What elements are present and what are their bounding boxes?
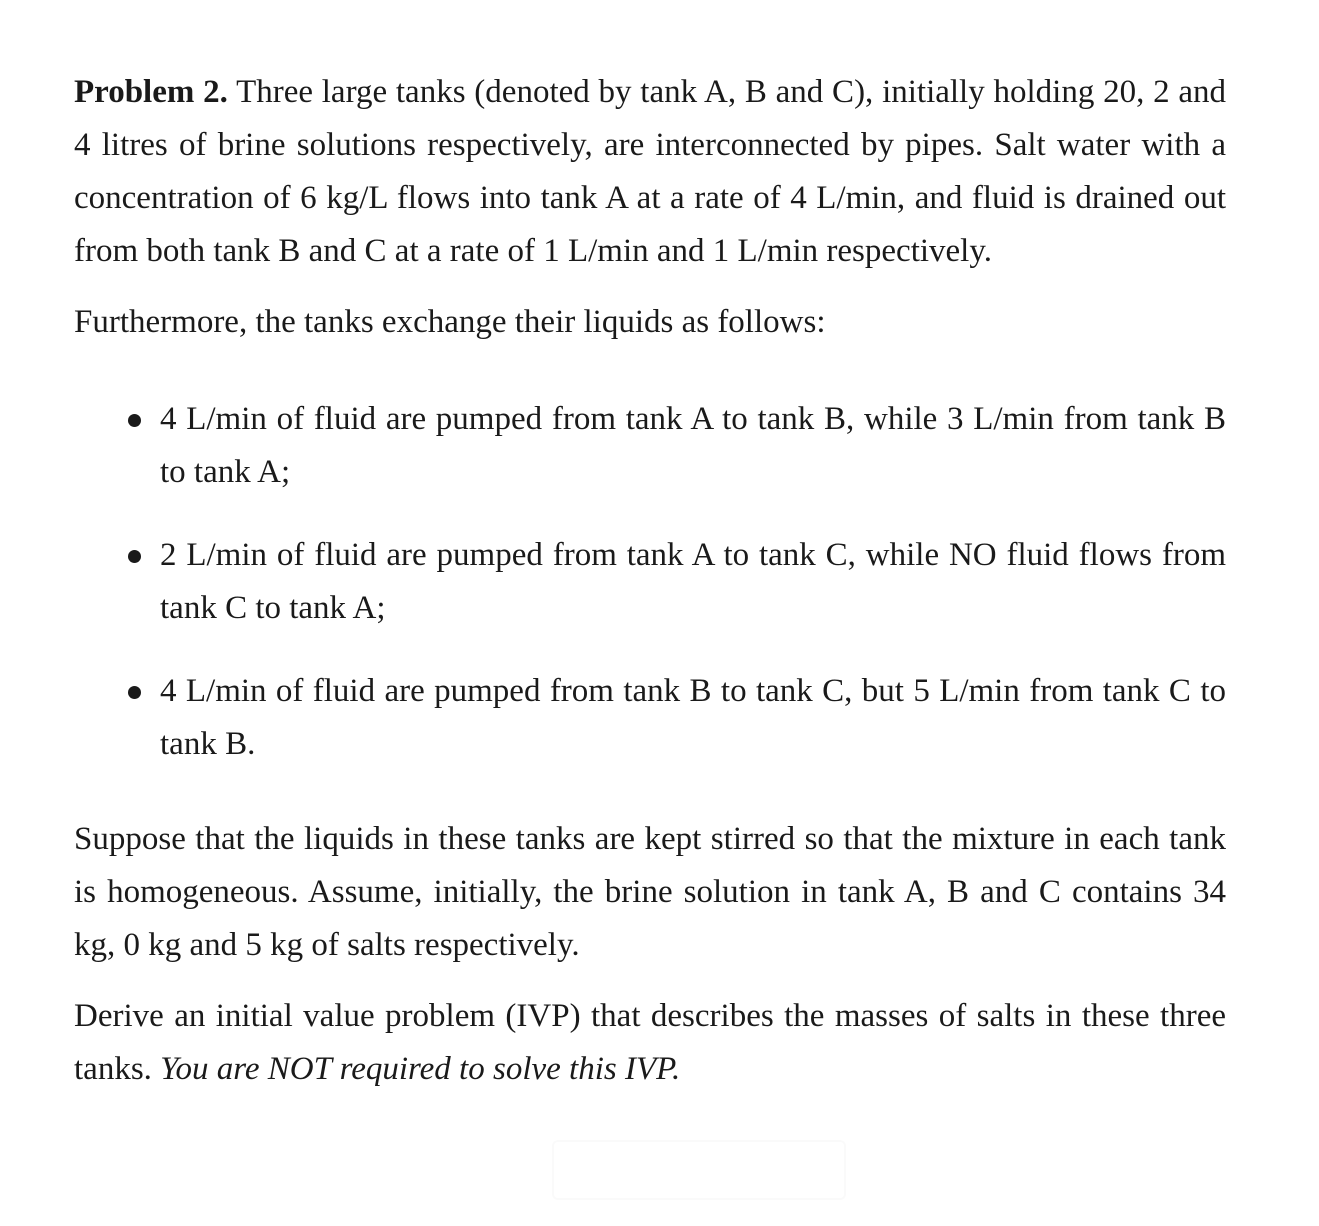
exchange-lead-text: Furthermore, the tanks exchange their liquids as follows: <box>74 304 826 340</box>
stirred-paragraph <box>74 813 1226 972</box>
exchange-lead-paragraph <box>74 296 1226 349</box>
bullet-icon <box>128 550 141 563</box>
list-item-text: 2 L/min of fluid are pumped from tank A to tank C, while NO fluid flows from tank C to tank A; <box>160 537 1226 626</box>
exchange-list <box>74 393 1226 771</box>
problem-intro-text: Three large tanks (denoted by tank A, B and C), initially holding 20, 2 and 4 litres of brine solutions respectively, are interconnected by pipes. Salt water with a concentration of 6 kg/L flows into tank A at a rate of 4 L/min, and fluid is drained out from both tank B and C at a rate of 1 L/min and 1 L/min respectively. <box>74 74 1227 269</box>
problem-document <box>74 66 1226 1096</box>
list-item <box>74 393 1226 499</box>
list-item <box>74 665 1226 771</box>
problem-intro-paragraph <box>74 66 1226 278</box>
problem-heading: Problem 2. <box>74 74 228 110</box>
note-italic-text: You are NOT required to solve this IVP. <box>160 1051 681 1087</box>
list-item <box>74 529 1226 635</box>
bullet-icon <box>128 414 141 427</box>
list-item-text: 4 L/min of fluid are pumped from tank A to tank B, while 3 L/min from tank B to tank A; <box>160 401 1226 490</box>
stirred-text: Suppose that the liquids in these tanks are kept stirred so that the mixture in each tank is homogeneous. Assume, initially, the brine solution in tank A, B and C contains 34 kg, 0 kg and 5 kg of salts respectively. <box>74 821 1226 963</box>
list-item-text: 4 L/min of fluid are pumped from tank B to tank C, but 5 L/min from tank C to tank B. <box>160 673 1226 762</box>
derive-text: Derive an initial value problem (IVP) that describes the masses of salts in these three tanks. <box>74 998 1226 1087</box>
bullet-icon <box>128 686 141 699</box>
faint-watermark <box>552 1140 846 1200</box>
derive-paragraph <box>74 990 1226 1096</box>
